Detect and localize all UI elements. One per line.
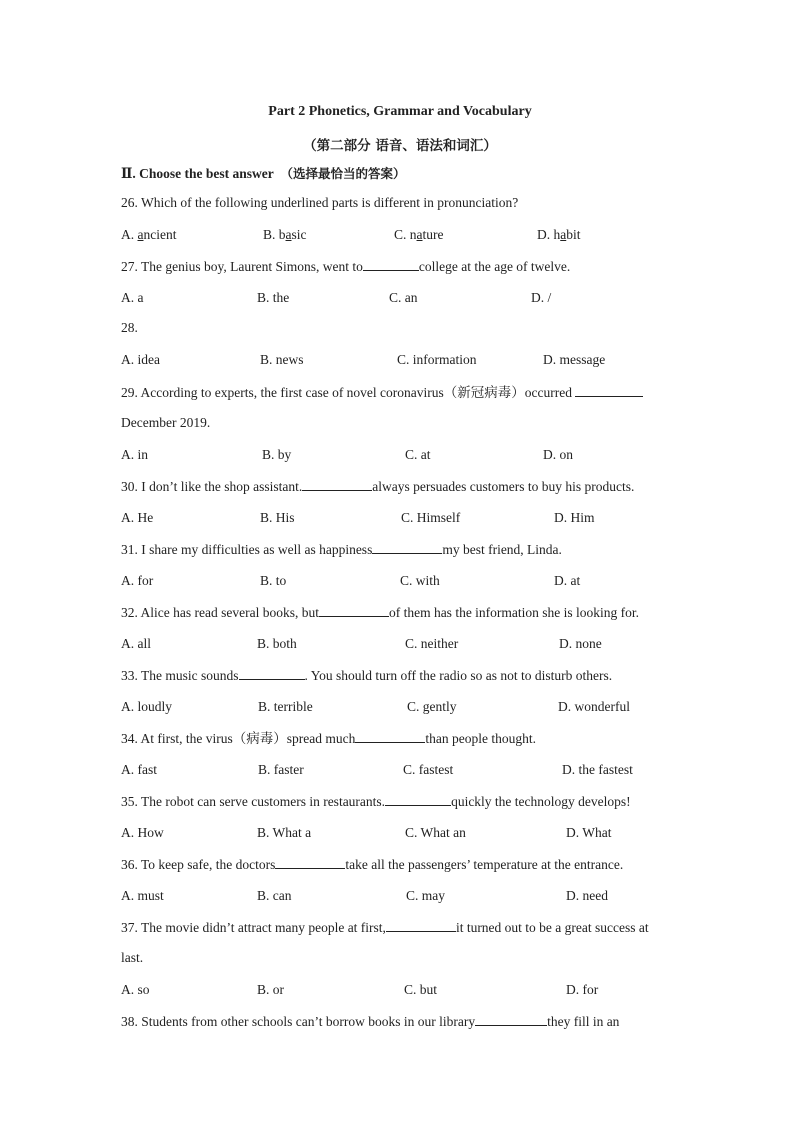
option: D. for	[566, 982, 599, 997]
option: A. loudly	[121, 699, 173, 714]
option: A. must	[121, 888, 164, 903]
question-stem: 37. The movie didn’t attract many people at first, it turned out to be a great success at	[121, 920, 649, 935]
question-stem: 29. According to experts, the first case of novel coronavirus（新冠病毒）occurred	[121, 384, 643, 401]
question-stem: 35. The robot can serve customers in restaurants. quickly the technology develops!	[121, 794, 631, 809]
option: B. by	[262, 447, 292, 462]
option: A. so	[121, 982, 150, 997]
answer-blank[interactable]	[386, 919, 456, 932]
option: A. fast	[121, 762, 157, 777]
option: C. with	[400, 573, 440, 588]
option: B. to	[260, 573, 287, 588]
question-stem: 30. I don’t like the shop assistant. always persuades customers to buy his products.	[121, 479, 635, 494]
option: D. What	[566, 825, 612, 840]
question-stem: 34. At first, the virus（病毒）spread much than people thought.	[121, 731, 536, 746]
option: B. His	[260, 510, 295, 525]
option: A. How	[121, 825, 164, 840]
option: C. What an	[405, 825, 466, 840]
option: C. may	[406, 888, 445, 903]
option: D. the fastest	[562, 762, 633, 777]
option: B. can	[257, 888, 292, 903]
answer-blank[interactable]	[385, 793, 451, 806]
option: D. need	[566, 888, 608, 903]
option: D. on	[543, 447, 573, 462]
question-stem: 26. Which of the following underlined parts is different in pronunciation?	[121, 195, 519, 210]
option: B. the	[257, 290, 290, 305]
answer-blank[interactable]	[302, 478, 372, 491]
option: C. Himself	[401, 510, 461, 525]
answer-blank[interactable]	[372, 541, 442, 554]
option: C. but	[404, 982, 438, 997]
option: D. Him	[554, 510, 595, 525]
answer-blank[interactable]	[239, 667, 305, 680]
option: B. terrible	[258, 699, 313, 714]
question-stem: 31. I share my difficulties as well as happiness my best friend, Linda.	[121, 542, 562, 557]
option: C. information	[397, 352, 477, 367]
option: C. gently	[407, 699, 457, 714]
option: D. habit	[537, 227, 581, 242]
option: B. news	[260, 352, 304, 367]
question-stem: 33. The music sounds . You should turn off the radio so as not to disturb others.	[121, 668, 613, 683]
option: D. message	[543, 352, 606, 367]
option: A. idea	[121, 352, 160, 367]
section-title-cn: （选择最恰当的答案）	[280, 166, 406, 181]
question-stem: 27. The genius boy, Laurent Simons, went to college at the age of twelve.	[121, 259, 571, 274]
option: A. in	[121, 447, 148, 462]
option: B. faster	[258, 762, 304, 777]
option: D. at	[554, 573, 581, 588]
part-subtitle: （第二部分 语音、语法和词汇）	[303, 138, 497, 154]
option: D. none	[559, 636, 602, 651]
question-stem: 36. To keep safe, the doctors take all the passengers’ temperature at the entrance.	[121, 857, 624, 872]
answer-blank[interactable]	[363, 258, 419, 271]
option: C. fastest	[403, 762, 454, 777]
question-stem-continued: December 2019.	[121, 415, 211, 430]
answer-blank[interactable]	[275, 856, 345, 869]
option: C. nature	[394, 227, 444, 242]
question-stem: 32. Alice has read several books, but of them has the information she is looking for.	[121, 605, 640, 620]
question-stem: 38. Students from other schools can’t borrow books in our library they fill in an	[121, 1014, 620, 1029]
option: B. or	[257, 982, 284, 997]
option: B. both	[257, 636, 297, 651]
option: D. wonderful	[558, 699, 630, 714]
option: C. at	[405, 447, 431, 462]
option: B. What a	[257, 825, 312, 840]
option: A. ancient	[121, 227, 177, 242]
answer-blank[interactable]	[355, 730, 425, 743]
section-title: Ⅱ. Choose the best answer	[121, 166, 274, 181]
option: D. /	[531, 290, 552, 305]
answer-blank[interactable]	[319, 604, 389, 617]
option: A. for	[121, 573, 154, 588]
option: A. all	[121, 636, 151, 651]
answer-blank[interactable]	[475, 1013, 547, 1026]
section-heading	[121, 164, 406, 182]
part-title: Part 2 Phonetics, Grammar and Vocabulary	[268, 104, 532, 119]
answer-blank[interactable]	[575, 384, 643, 397]
question-stem-continued: last.	[121, 950, 144, 965]
option: A. He	[121, 510, 154, 525]
option: A. a	[121, 290, 144, 305]
option: C. an	[389, 290, 418, 305]
option: C. neither	[405, 636, 459, 651]
option: B. basic	[263, 227, 307, 242]
question-stem: 28.	[121, 320, 138, 335]
